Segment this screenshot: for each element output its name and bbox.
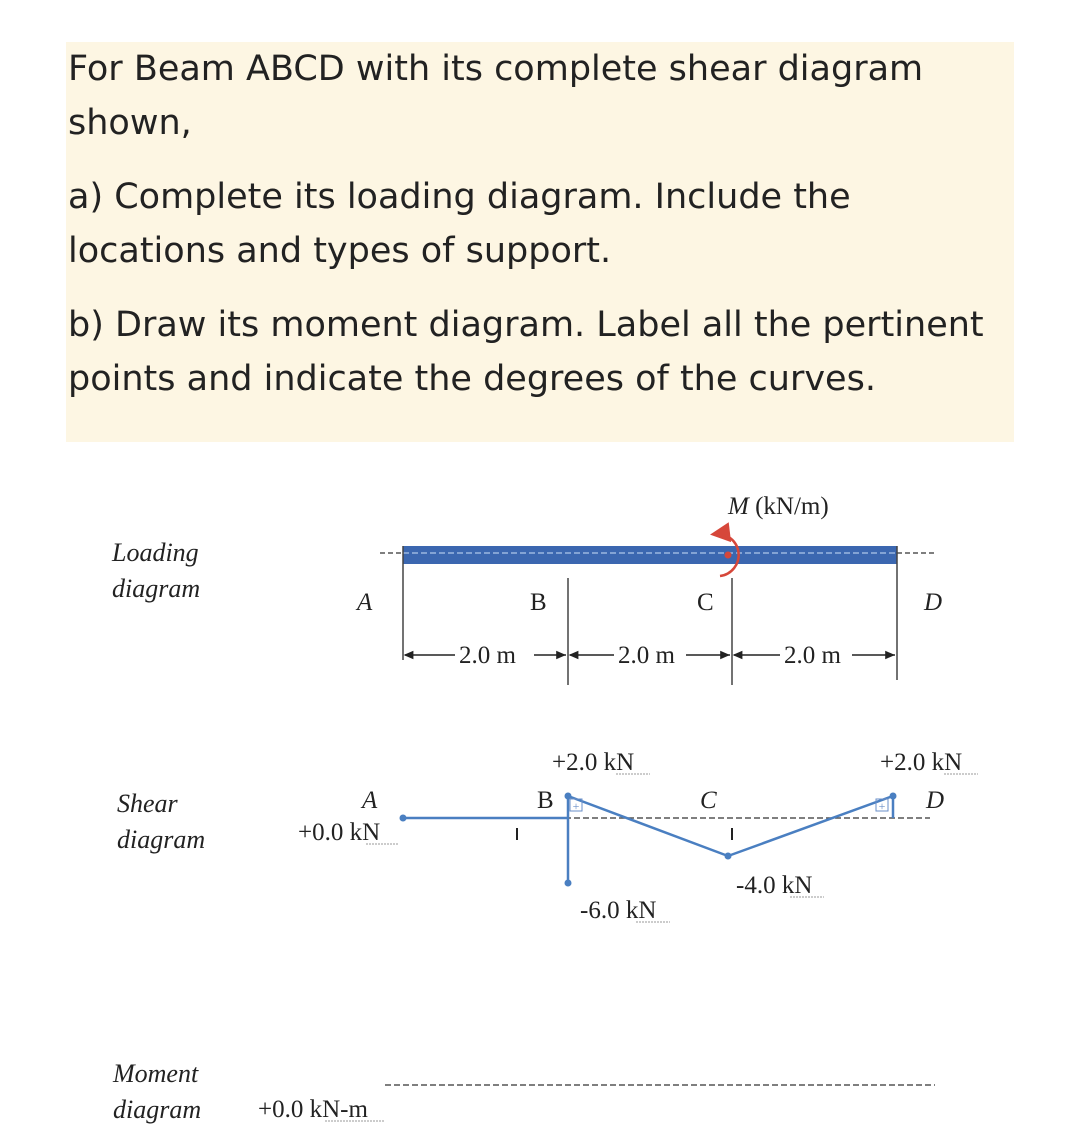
shear-value-d: +2.0 kN xyxy=(880,749,963,776)
shear-value-b-top: +2.0 kN xyxy=(552,749,635,776)
loading-label-line2: diagram xyxy=(112,574,201,603)
loading-point-b: B xyxy=(530,589,547,616)
shear-value-b-bottom: -6.0 kN xyxy=(580,897,657,924)
applied-moment-label: M (kN/m) xyxy=(728,493,829,520)
span-cd-label: 2.0 m xyxy=(784,642,841,669)
shear-node-b-bottom xyxy=(565,880,572,887)
loading-point-a: A xyxy=(357,589,373,616)
shear-node-c xyxy=(725,853,732,860)
beam xyxy=(403,546,897,564)
loading-point-c: C xyxy=(697,589,714,616)
shear-plus-sign-b: + xyxy=(572,799,580,813)
span-bc-label: 2.0 m xyxy=(618,642,675,669)
shear-label-line1: Shear xyxy=(117,789,178,818)
loading-label-line1: Loading xyxy=(112,538,199,567)
applied-moment-point xyxy=(725,552,732,559)
shear-point-a: A xyxy=(362,787,378,814)
question-title-line2: shown, xyxy=(68,103,192,143)
question-part-a-line1: a) Complete its loading diagram. Include the xyxy=(68,177,851,217)
moment-label-line2: diagram xyxy=(113,1095,202,1124)
shear-point-d: D xyxy=(926,787,945,814)
shear-node-a xyxy=(400,815,407,822)
shear-value-a: +0.0 kN xyxy=(298,819,381,846)
shear-node-b-top xyxy=(565,793,572,800)
shear-curve xyxy=(403,796,893,883)
shear-label-line2: diagram xyxy=(117,825,206,854)
moment-value-a: +0.0 kN-m xyxy=(258,1096,368,1123)
loading-point-d: D xyxy=(924,589,943,616)
moment-label-line1: Moment xyxy=(113,1059,199,1088)
question-part-b-line2: points and indicate the degrees of the curves. xyxy=(68,359,876,399)
shear-point-b: B xyxy=(537,787,554,814)
span-ab-label: 2.0 m xyxy=(459,642,516,669)
shear-point-c: C xyxy=(700,787,717,814)
question-part-a-line2: locations and types of support. xyxy=(68,231,612,271)
question-title-line1: For Beam ABCD with its complete shear diagram xyxy=(68,49,924,89)
shear-plus-sign-d: + xyxy=(878,799,886,813)
shear-node-d xyxy=(890,793,897,800)
shear-value-c: -4.0 kN xyxy=(736,872,813,899)
question-part-b-line1: b) Draw its moment diagram. Label all the pertinent xyxy=(68,305,984,345)
